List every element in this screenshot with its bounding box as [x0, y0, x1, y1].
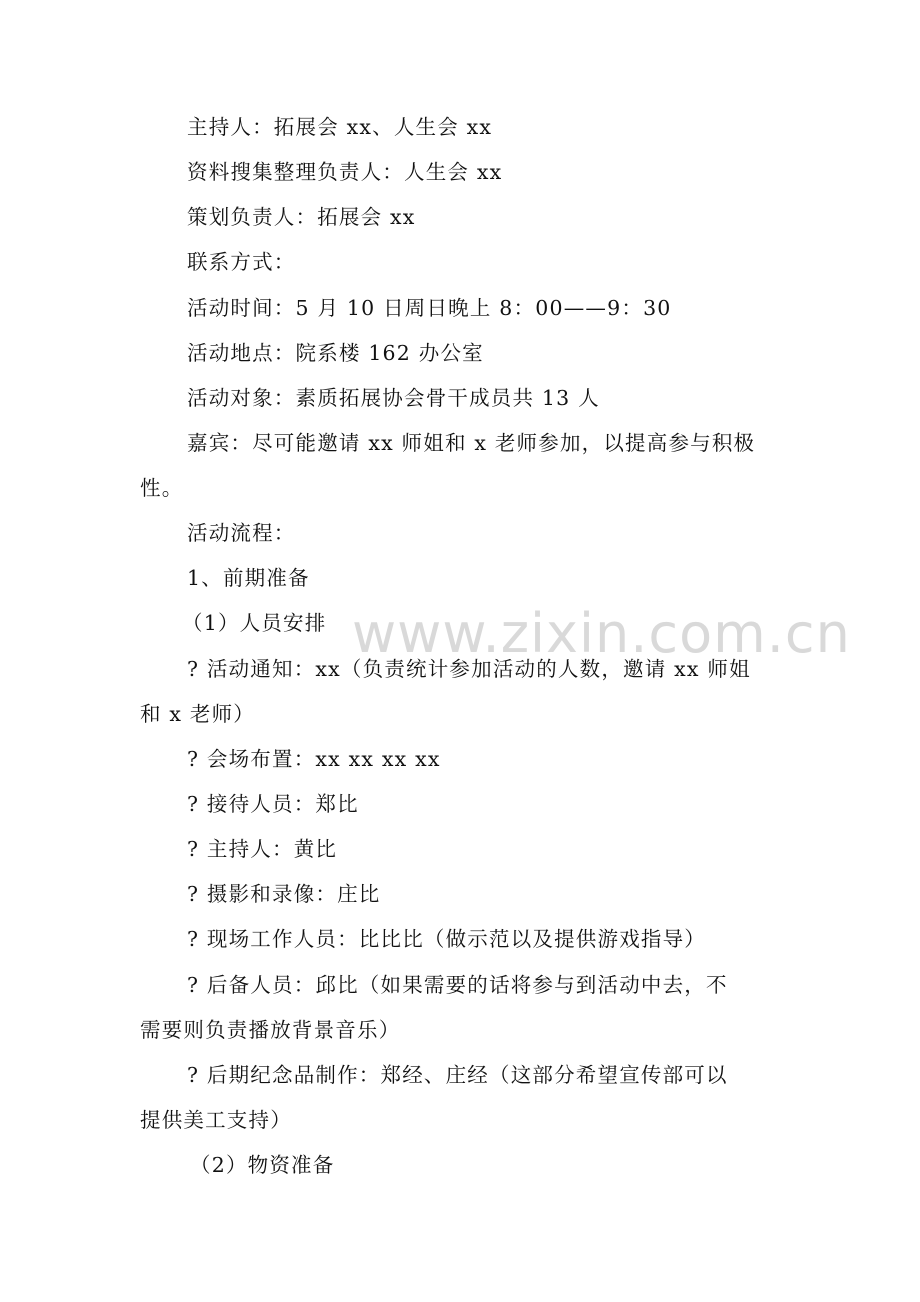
notification-item-continuation: 和 x 老师） [140, 702, 255, 726]
reception-item: ? 接待人员：郑比 [187, 792, 359, 816]
onsite-staff-item: ? 现场工作人员：比比比（做示范以及提供游戏指导） [187, 927, 707, 951]
materials-owner-line: 资料搜集整理负责人：人生会 xx [187, 160, 503, 184]
materials-preparation-heading: （2）物资准备 [190, 1153, 335, 1177]
backup-staff-item: ? 后备人员：邱比（如果需要的话将参与到活动中去，不 [187, 973, 728, 997]
notification-item: ? 活动通知：xx（负责统计参加活动的人数，邀请 xx 师姐 [187, 657, 751, 681]
activity-audience-line: 活动对象：素质拓展协会骨干成员共 13 人 [187, 386, 600, 410]
planning-owner-line: 策划负责人：拓展会 xx [187, 205, 416, 229]
activity-process-heading: 活动流程： [187, 521, 296, 545]
preparation-heading: 1、前期准备 [187, 566, 310, 590]
host-item: ? 主持人：黄比 [187, 837, 338, 861]
photography-item: ? 摄影和录像：庄比 [187, 882, 381, 906]
watermark: www.zixin.com.cn [352, 602, 851, 665]
staff-arrangement-heading: （1）人员安排 [182, 611, 327, 635]
venue-setup-item: ? 会场布置：xx xx xx xx [187, 747, 441, 771]
guests-line-continuation: 性。 [140, 476, 184, 500]
souvenir-item: ? 后期纪念品制作：郑经、庄经（这部分希望宣传部可以 [187, 1063, 728, 1087]
backup-staff-item-continuation: 需要则负责播放背景音乐） [140, 1018, 401, 1042]
host-line: 主持人：拓展会 xx、人生会 xx [187, 115, 493, 139]
contact-line: 联系方式： [187, 250, 296, 274]
guests-line: 嘉宾：尽可能邀请 xx 师姐和 x 老师参加，以提高参与积极 [187, 431, 756, 455]
souvenir-item-continuation: 提供美工支持） [140, 1108, 292, 1132]
activity-location-line: 活动地点：院系楼 162 办公室 [187, 341, 484, 365]
activity-time-line: 活动时间：5 月 10 日周日晚上 8：00——9：30 [187, 296, 672, 320]
